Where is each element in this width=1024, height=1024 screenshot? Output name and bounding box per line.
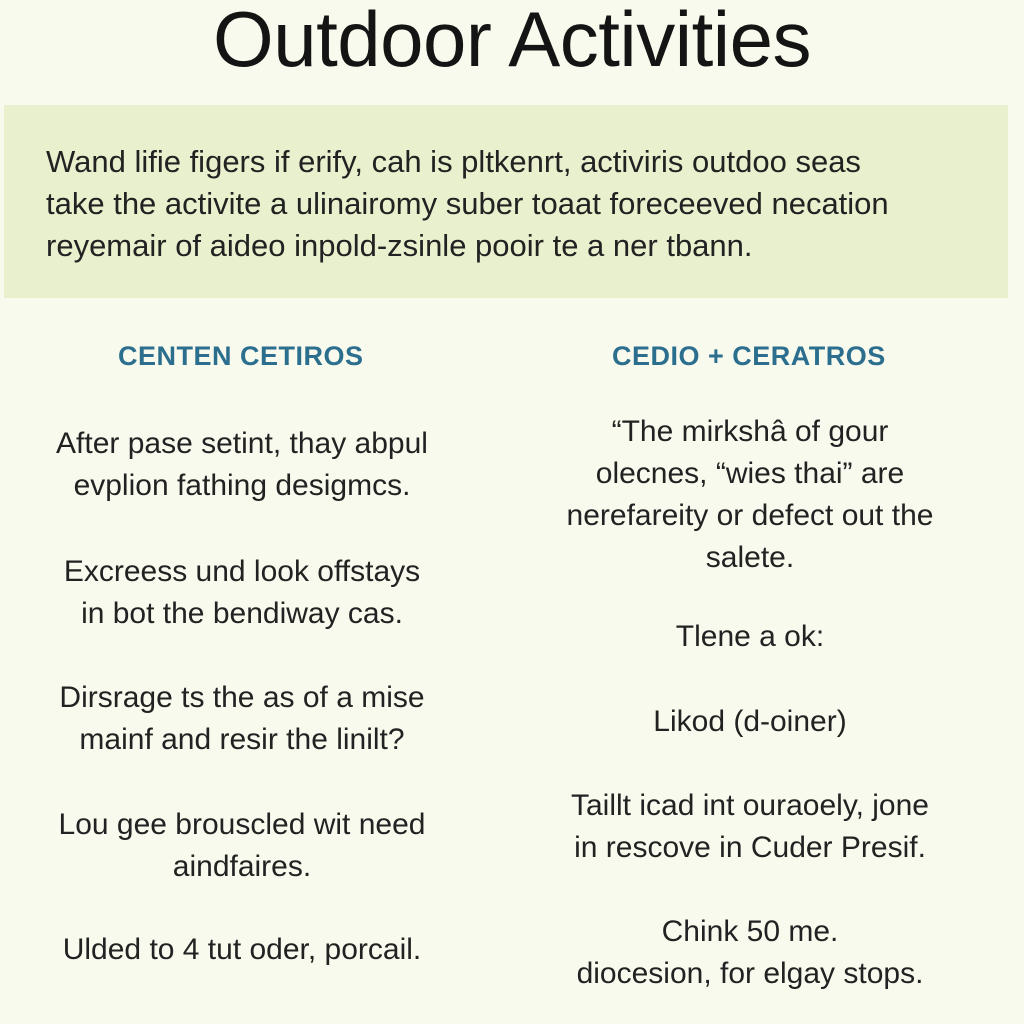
right-column — [500, 0, 1000, 1024]
entry-line: Tlene a ok: — [675, 620, 825, 653]
entry-line: “The mirkshâ of gour — [611, 415, 889, 448]
page-title: Outdoor Activities — [213, 0, 811, 83]
left-entry — [0, 423, 484, 507]
left-entry — [0, 929, 484, 971]
entry-line: diocesion, for elgay stops. — [576, 957, 924, 990]
entry-line: Lou gee brouscled wit need — [58, 808, 426, 841]
intro-line: reyemair of aideo inpold-zsinle pooir te a ner tbann. — [46, 228, 753, 263]
right-entry — [500, 411, 1000, 579]
right-column-heading: CEDIO + CERATROS — [612, 341, 886, 371]
entry-line: Likod (d-oiner) — [653, 705, 847, 738]
entry-line: Dirsrage ts the as of a mise — [59, 681, 425, 714]
right-entry — [500, 785, 1000, 869]
entry-line: After pase setint, thay abpul — [56, 427, 428, 460]
left-entry — [0, 551, 484, 635]
intro-line: take the activite a ulinairomy suber toaat foreceeved necation — [46, 186, 889, 221]
entry-line: Taillt icad int ouraoely, jone — [571, 789, 929, 822]
right-entry — [500, 616, 1000, 658]
entry-line: mainf and resir the linilt? — [79, 723, 405, 756]
entry-line: salete. — [705, 541, 795, 574]
entry-line: nerefareity or defect out the — [566, 499, 934, 532]
left-column — [0, 0, 484, 1024]
entry-line: in bot the bendiway cas. — [81, 597, 403, 630]
entry-line: Excreess und look offstays — [63, 555, 421, 588]
entry-line: Chink 50 me. — [661, 915, 839, 948]
left-entry — [0, 804, 484, 888]
left-entry — [0, 677, 484, 761]
entry-line: olecnes, “wies thai” are — [595, 457, 905, 490]
right-entry — [500, 911, 1000, 995]
entry-line: Ulded to 4 tut oder, porcail. — [62, 933, 422, 966]
intro-line: Wand lifie figers if erify, cah is pltkenrt, activiris outdoo seas — [46, 144, 861, 179]
entry-line: evplion fathing desigmcs. — [73, 469, 411, 502]
entry-line: aindfaires. — [172, 850, 312, 883]
right-entry — [500, 701, 1000, 743]
entry-line: in rescove in Cuder Presif. — [574, 831, 926, 864]
left-column-heading: CENTEN CETIROS — [118, 341, 364, 371]
